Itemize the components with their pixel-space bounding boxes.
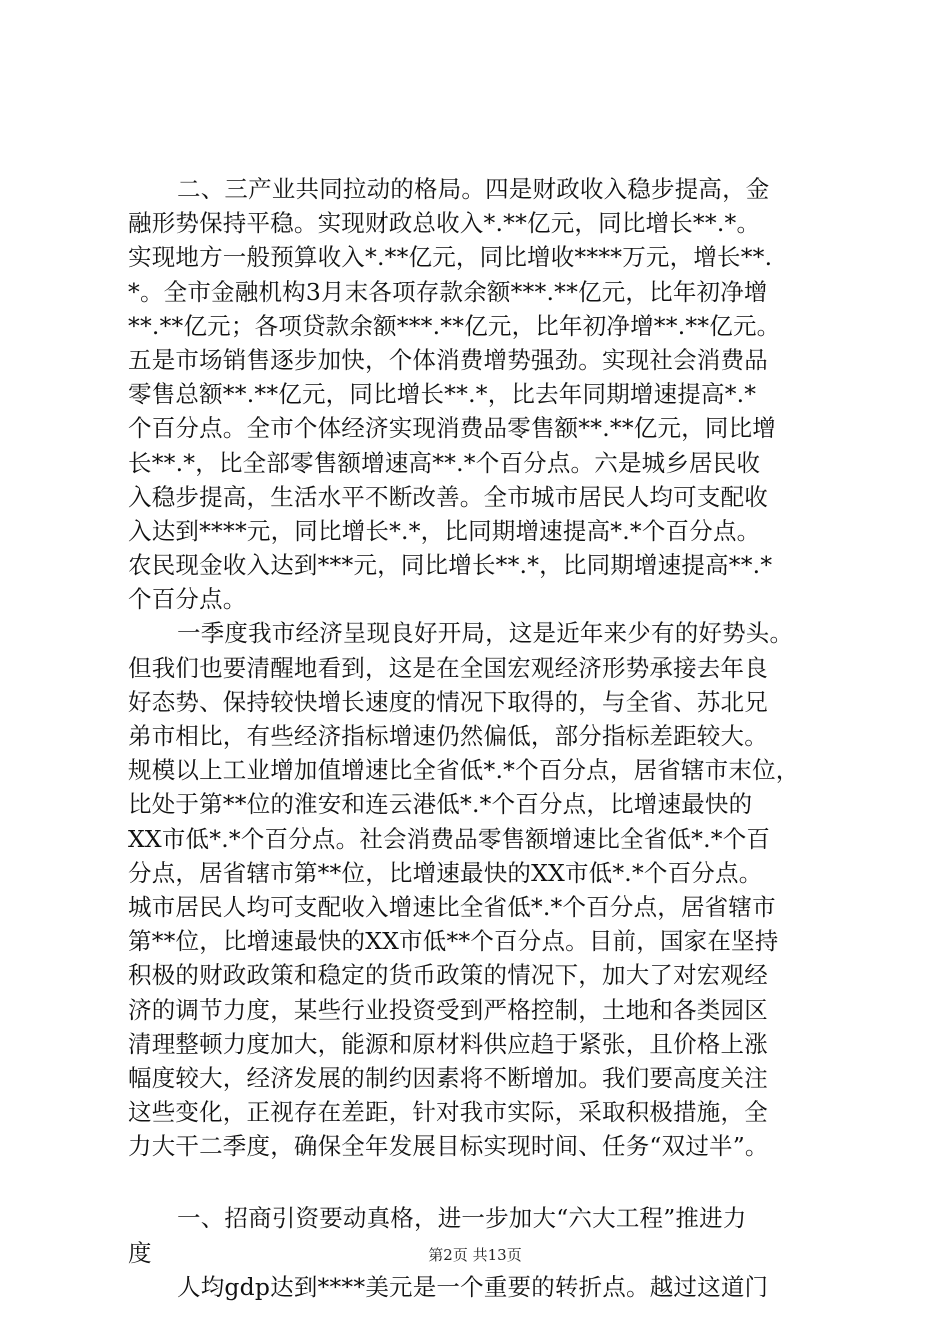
paragraph-line: XX市低*.*个百分点。社会消费品零售额增速比全省低*.*个百: [128, 824, 771, 853]
paragraph-line: 分点，居省辖市第**位，比增速最快的XX市低*.*个百分点。: [128, 858, 763, 887]
paragraph-line: 比处于第**位的淮安和连云港低*.*个百分点，比增速最快的: [128, 790, 753, 819]
paragraph-line: 力大干二季度，确保全年发展目标实现时间、任务“双过半”。: [128, 1132, 769, 1161]
paragraph-line: 个百分点。全市个体经济实现消费品零售额**.**亿元，同比增: [128, 414, 776, 443]
paragraph-line: 二、三产业共同拉动的格局。四是财政收入稳步提高，金: [177, 175, 770, 203]
paragraph-line: 好态势、保持较快增长速度的情况下取得的，与全省、苏北兄: [128, 687, 768, 716]
paragraph-line: 城市居民人均可支配收入增速比全省低*.*个百分点，居省辖市: [128, 892, 776, 921]
paragraph-line: 清理整顿力度加大，能源和原材料供应趋于紧张，且价格上涨: [128, 1029, 768, 1058]
paragraph-line: 积极的财政政策和稳定的货币政策的情况下，加大了对宏观经: [128, 961, 768, 990]
page-footer: [0, 1245, 950, 1265]
paragraph-line: 个百分点。: [128, 585, 247, 614]
paragraph-line: 五是市场销售逐步加快，个体消费增势强劲。实现社会消费品: [128, 345, 768, 374]
paragraph-line: 人均gdp达到****美元是一个重要的转折点。越过这道门: [177, 1272, 769, 1301]
paragraph-line: 但我们也要清醒地看到，这是在全国宏观经济形势承接去年良: [128, 653, 768, 682]
paragraph-line: 弟市相比，有些经济指标增速仍然偏低，部分指标差距较大。: [128, 722, 768, 750]
paragraph-line: 融形势保持平稳。实现财政总收入*.**亿元，同比增长**.*。: [128, 209, 761, 238]
section-heading-line: 一、招商引资要动真格，进一步加大“六大工程”推进力: [177, 1204, 747, 1233]
paragraph-line: 这些变化，正视存在差距，针对我市实际，采取积极措施，全: [128, 1098, 768, 1127]
paragraph-line: **.**亿元；各项贷款余额***.**亿元，比年初净增**.**亿元。: [128, 311, 781, 340]
body-text: [128, 172, 844, 1304]
paragraph-line: 幅度较大，经济发展的制约因素将不断增加。我们要高度关注: [128, 1063, 768, 1092]
paragraph-line: *。全市金融机构3月末各项存款余额***.**亿元，比年初净增: [128, 277, 768, 306]
paragraph-line: 长**.*，比全部零售额增速高**.*个百分点。六是城乡居民收: [128, 448, 761, 477]
section-heading-line: 度: [128, 1238, 152, 1267]
paragraph-line: 济的调节力度，某些行业投资受到严格控制，土地和各类园区: [128, 995, 768, 1024]
paragraph-line: 实现地方一般预算收入*.**亿元，同比增收****万元，增长**.: [128, 243, 773, 272]
paragraph-gap: [128, 1163, 844, 1201]
paragraph-line: 规模以上工业增加值增速比全省低*.*个百分点，居省辖市末位，: [128, 756, 800, 785]
paragraph-line: 第**位，比增速最快的XX市低**个百分点。目前，国家在坚持: [128, 927, 779, 956]
paragraph-line: 一季度我市经济呈现良好开局，这是近年来少有的好势头。: [177, 619, 794, 648]
page-number: 第2页 共13页: [428, 1246, 522, 1264]
paragraph-line: 入稳步提高，生活水平不断改善。全市城市居民人均可支配收: [128, 482, 768, 511]
paragraph-line: 零售总额**.**亿元，同比增长**.*，比去年同期增速提高*.*: [128, 380, 757, 409]
paragraph-line: 农民现金收入达到***元，同比增长**.*，比同期增速提高**.*: [128, 551, 773, 580]
paragraph-line: 入达到****元，同比增长*.*，比同期增速提高*.*个百分点。: [128, 516, 761, 545]
